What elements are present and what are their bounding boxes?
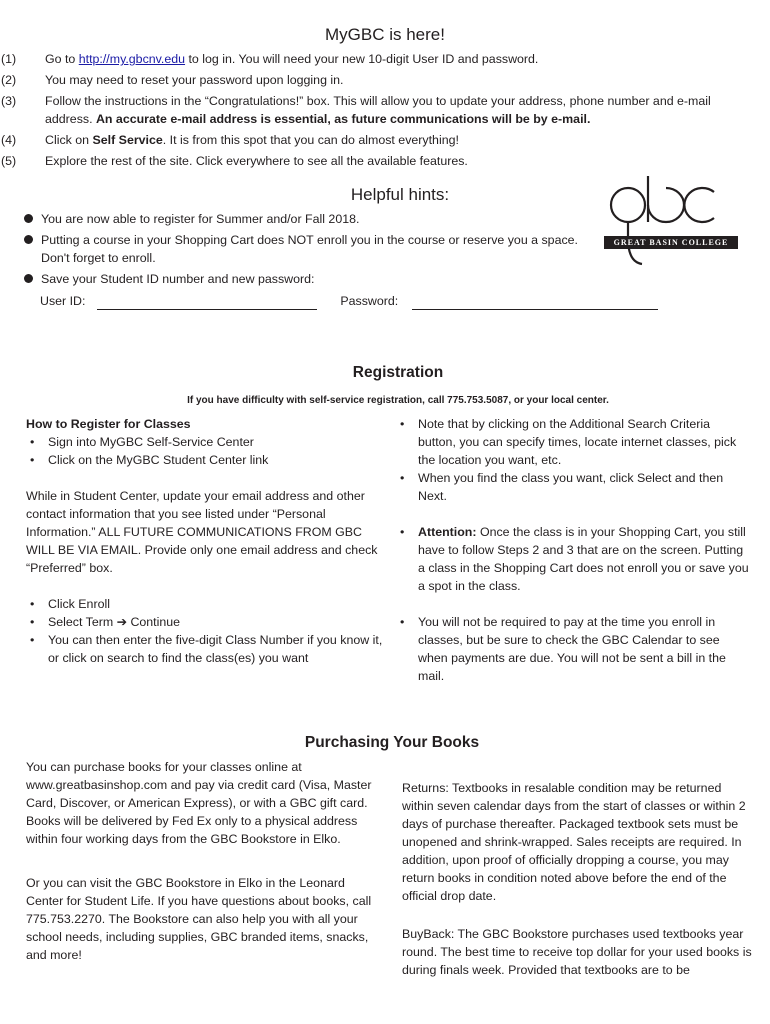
password-label: Password: xyxy=(340,294,399,308)
logo-banner: GREAT BASIN COLLEGE xyxy=(613,238,729,247)
buyback-paragraph: BuyBack: The GBC Bookstore purchases used textbooks year round. The best time to receive top dollar for your used books is during finals week. Provided that textbooks are to be xyxy=(402,927,752,977)
password-blank xyxy=(412,295,658,310)
register-steps-list xyxy=(26,433,386,469)
step-1: (1) Go to http://my.gbcnv.edu to log in. You will need your new 10-digit User ID and password. xyxy=(1,52,539,66)
list-item: • Note that by clicking on the Additional Search Criteria button, you can specify times, locate internet classes, pick the location you want, etc. xyxy=(396,415,750,469)
hint-item: Save your Student ID number and new password: xyxy=(24,270,594,288)
list-item: • Select Term ➔ Continue xyxy=(26,613,386,631)
hint-item: You are now able to register for Summer and/or Fall 2018. xyxy=(24,210,594,228)
bullet-icon xyxy=(24,274,33,283)
bullet-icon xyxy=(24,214,33,223)
user-id-label: User ID: xyxy=(40,294,86,308)
gbc-logo xyxy=(602,172,740,268)
books-left xyxy=(26,758,372,964)
user-id-blank xyxy=(97,295,317,310)
registration-note: If you have difficulty with self-service registration, call 775.753.5087, or your local center. xyxy=(187,395,609,406)
list-item: • Click Enroll xyxy=(26,595,386,613)
mygbc-link[interactable]: http://my.gbcnv.edu xyxy=(78,52,186,66)
enroll-steps-list xyxy=(26,595,386,667)
step-3: (3) Follow the instructions in the “Congratulations!” box. This will allow you to update your address, phone number and e-mail address. An accurate e-mail address is essential, as future communications will be by e-mail. xyxy=(1,94,711,126)
list-item: • You can then enter the five-digit Class Number if you know it, or click on search to find the class(es) you want xyxy=(26,631,386,667)
online-purchase-paragraph: You can purchase books for your classes online at www.greatbasinshop.com and pay via credit card (Visa, Master Card, Discover, or American Express), or with a GBC gift card. Books will be delivered by Fed Ex only to a physical address within four working days from the GBC Bookstore in Elko. xyxy=(26,760,372,846)
gbc-logo-icon xyxy=(602,172,740,268)
list-item: • Sign into MyGBC Self-Service Center xyxy=(26,433,386,451)
student-center-paragraph: While in Student Center, update your email address and other contact information that you see listed under “Personal Information.” ALL FUTURE COMMUNICATIONS FROM GBC WILL BE VIA EMAIL. Provide only one email address and check “Preferred” box. xyxy=(26,489,378,575)
bullet-icon xyxy=(24,235,33,244)
list-item: • Attention: Once the class is in your Shopping Cart, you still have to follow Steps 2 and 3 that are on the screen. Putting a class in the Shopping Cart does not enroll you or save you a spot in the class. xyxy=(396,523,750,595)
step-2: (2) You may need to reset your password upon logging in. xyxy=(1,73,344,87)
credentials-row xyxy=(40,292,680,310)
registration-left xyxy=(26,415,386,667)
list-item: • You will not be required to pay at the time you enroll in classes, but be sure to check the GBC Calendar to see when payments are due. You will not be sent a bill in the mail. xyxy=(396,613,750,685)
hint-item: Putting a course in your Shopping Cart does NOT enroll you in the course or reserve you a space. Don't forget to enroll. xyxy=(24,231,594,267)
steps-list xyxy=(1,50,743,170)
returns-paragraph: Returns: Textbooks in resalable condition may be returned within seven calendar days from the start of classes or within 2 days of purchase thereafter. Packaged textbook sets must be unopened and shrink-wrapped. Sales receipts are required. In addition, upon proof of officially dropping a course, you may return books in condition noted above before the end of the official drop date. xyxy=(402,781,746,903)
hints-list xyxy=(24,210,594,288)
tips-list xyxy=(396,415,750,685)
bookstore-paragraph: Or you can visit the GBC Bookstore in Elko in the Leonard Center for Student Life. If you have questions about books, call 775.753.2270. The Bookstore can also help you with all your school needs, including supplies, GBC branded items, snacks, and more! xyxy=(26,876,372,962)
page-title: MyGBC is here! xyxy=(325,25,445,44)
books-title: Purchasing Your Books xyxy=(304,734,480,751)
list-item: • When you find the class you want, click Select and then Next. xyxy=(396,469,750,505)
registration-title: Registration xyxy=(352,364,444,381)
step-4: (4) Click on Self Service. It is from this spot that you can do almost everything! xyxy=(1,133,459,147)
list-item: • Click on the MyGBC Student Center link xyxy=(26,451,386,469)
hints-title: Helpful hints: xyxy=(350,185,450,204)
registration-right xyxy=(396,415,750,685)
step-5: (5) Explore the rest of the site. Click everywhere to see all the available features. xyxy=(1,154,468,168)
how-to-heading: How to Register for Classes xyxy=(26,417,191,431)
books-right xyxy=(402,779,756,979)
